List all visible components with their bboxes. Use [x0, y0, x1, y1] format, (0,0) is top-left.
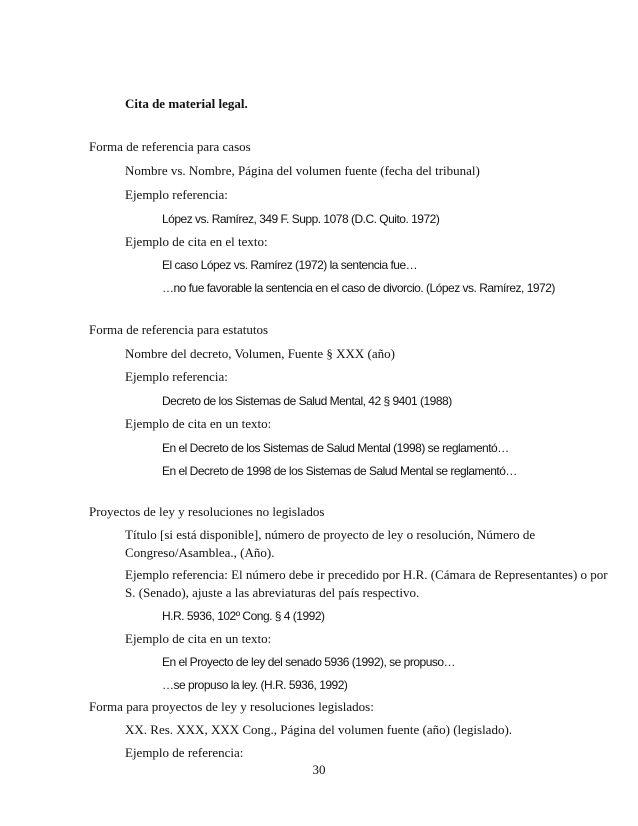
cases-cite-label: Ejemplo de cita en el texto:: [125, 234, 268, 249]
cases-format: Nombre vs. Nombre, Página del volumen fuente (fecha del tribunal): [125, 163, 480, 178]
bills-ref-note-line-1: Ejemplo referencia: El número debe ir precedido por H.R. (Cámara de Representantes) o por: [125, 567, 608, 582]
enacted-ref-label: Ejemplo de referencia:: [125, 745, 244, 760]
bills-cite-label: Ejemplo de cita en un texto:: [125, 631, 272, 646]
enacted-title: Forma para proyectos de ley y resoluciones legislados:: [89, 699, 374, 714]
statutes-format: Nombre del decreto, Volumen, Fuente § XXX (año): [125, 346, 395, 361]
bills-cite-example-2: …se propuso la ley. (H.R. 5936, 1992): [162, 678, 348, 692]
statutes-cite-label: Ejemplo de cita en un texto:: [125, 416, 272, 431]
bills-format-line-1: Título [si está disponible], número de proyecto de ley o resolución, Número de: [125, 527, 536, 542]
cases-ref-example: López vs. Ramírez, 349 F. Supp. 1078 (D.C. Quito. 1972): [162, 212, 440, 226]
bills-title: Proyectos de ley y resoluciones no legislados: [89, 504, 325, 519]
cases-cite-example-1: El caso López vs. Ramírez (1972) la sentencia fue…: [162, 258, 418, 272]
bills-format-line-2: Congreso/Asamblea., (Año).: [125, 545, 275, 560]
statutes-ref-label: Ejemplo referencia:: [125, 369, 228, 384]
cases-cite-example-2: …no fue favorable la sentencia en el caso de divorcio. (López vs. Ramírez, 1972): [162, 281, 555, 295]
statutes-cite-example-2: En el Decreto de 1998 de los Sistemas de Salud Mental se reglamentó…: [162, 464, 517, 478]
statutes-cite-example-1: En el Decreto de los Sistemas de Salud Mental (1998) se reglamentó…: [162, 441, 509, 455]
bills-cite-example-1: En el Proyecto de ley del senado 5936 (1992), se propuso…: [162, 655, 456, 669]
page-number: 30: [312, 762, 326, 777]
bills-ref-example: H.R. 5936, 102º Cong. § 4 (1992): [162, 609, 325, 623]
cases-title: Forma de referencia para casos: [89, 139, 251, 154]
cases-ref-label: Ejemplo referencia:: [125, 187, 228, 202]
enacted-format: XX. Res. XXX, XXX Cong., Página del volumen fuente (año) (legislado).: [125, 722, 513, 737]
bills-ref-note-line-2: S. (Senado), ajuste a las abreviaturas del país respectivo.: [125, 585, 420, 600]
statutes-title: Forma de referencia para estatutos: [89, 322, 269, 337]
section-heading: Cita de material legal.: [125, 96, 248, 111]
statutes-ref-example: Decreto de los Sistemas de Salud Mental, 42 § 9401 (1988): [162, 394, 452, 408]
